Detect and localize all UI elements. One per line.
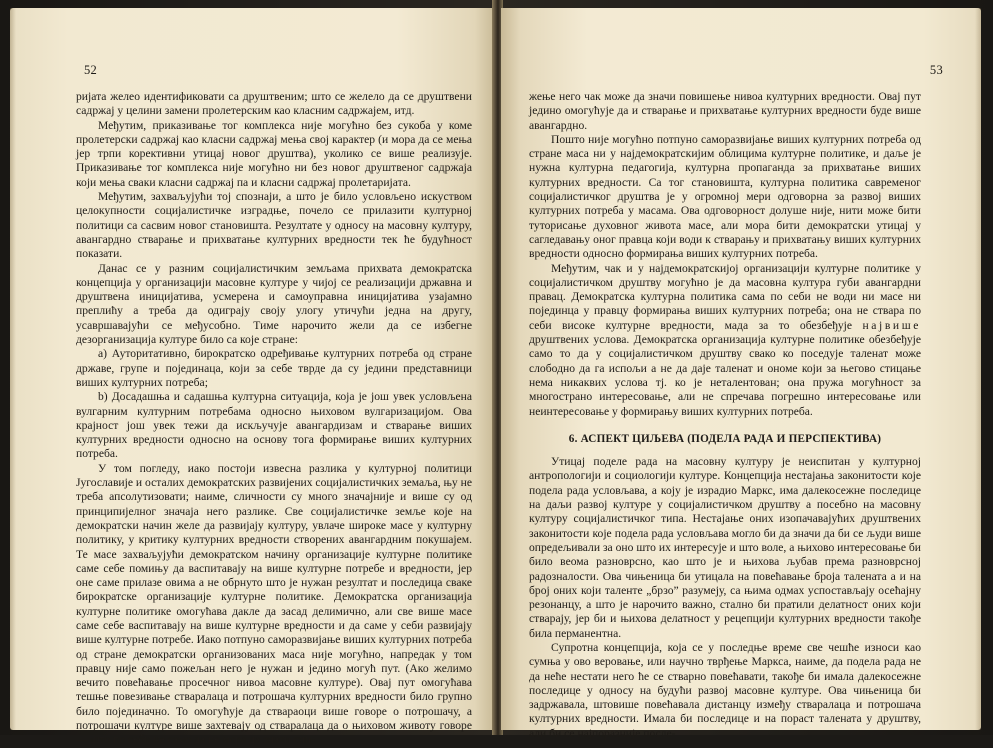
paragraph-text: Међутим, чак и у најдемократскијој организацији културне политике у социјалистичком друштву могућно је да масовна култура губи авангардни правац. Демократска културна политика сама по себи не води ни масе ни појединца у правцу формирања виших културних потреба; она не ствара по себи високе културне вредности, мада за то обезбеђује [529,261,921,332]
paragraph: Утицај поделе рада на масовну културу је неиспитан у културној антропологији и социологији културе. Концепција нестајања законитости које подела рада условљава, а коју је изрaдио Маркс, има далекосежне последице на даљи развој културе у социјалистичком друштву а посебно на масовну културу социјалистичког типа. Нестајање оних изопачавајућих друштвених законитости које подела рада условљава могло би да значи да би се људи више опредељивали за оно што их интересује и што воле, а њихово интересовање би било веома разнoврсно, као што је и њихова љубав према разноврсној радозналости. Ова чињеница би утицала на повећавање броја талената а и на број оних који таленте „брзо” разумеју, са њима одмах успостављају осећајну резонанцу, а што је нарочито важно, стално би пратили делатност оних који стварају, јер би и њихова делатност у рецепцији културних вредности такође била перманентна. [529,455,921,640]
paragraph: Међутим, приказивање тог комплекса није могућно без сукоба у коме пролетерски садржај као класни садржај мења свој карактер (и мора да се мења јер трпи корективни утицај новог друштва), уколико се више реализује. Приказивање тог комплекса није могућно ни без новог друштвеног садржаја који мења сваки класни садржај па и класни садржај пролетаријата. [76,118,472,189]
list-item-b: b) Досадашња и садашња културна ситуација, која је још увек условљена вулгарним културним потребама односно њиховом вулгаризацијом. Ова крајност још увек тежи да искључује авангардизам и стварање виших културних вредности односно на основу тога формирање виших културних потреба. [76,390,472,461]
paragraph-text: друштвених услова. Демократска организација културне политике обезбеђује само то да у социјалистичком друштву свако ко поседује таленат може слободно да га испољи а не да даје таленат и ономе који за његово стицање нема никаквих услова тј. ко је неталентован; она пружа могућност за многострано интересовање, али не спречава погрешно интересовање или неинтересовање у формирању виших културних потреба. [529,333,921,418]
emphasized-word: највише [862,318,921,332]
paragraph: Супротна концепција, која се у последње време све чешће износи као сумња у ово веровање, или научно тврђење Маркса, наиме, да подела рада не да неће нестати него ће се стварно повећавати, такође би имала далекосежне последице у односу на будући развој масовне културе. Ова чињеница би задржавала, штовише повећавала дистанцу између стваралаца и потрошача културних вредности. Имала би последице и на пораст талената у друштву, али би се најпоразније после- [529,640,921,740]
list-item-a: а) Ауторитативно, бирократско одређивање културних потреба од стране државе, групе и појединаца, који за себе тврде да су једини представници виших културних потреба; [76,347,472,389]
page-edge-shadow [975,8,981,730]
left-page [10,8,494,747]
paragraph: Пошто није могућно потпуно саморазвијање виших културних потреба од стране маса ни у најдемократскијим облицима културне политике, и даље је нужна културна педагогија, културна пропаганда за прихватање виших културних вредности. Са тог становишта, културна политика савременог социјалистичког друштва је у огромној мери одговорна за развој виших културних потреба у масама. Ова одговорност долуше није, нити може бити туторисање духовног живота масе, али мора бити демократски утицај у сагледавању оног правца који води к стварању и прихватању виших културних вредности односно формирања виших културних потреба. [529,132,921,261]
paragraph [529,262,921,419]
body-text [529,90,921,741]
page-number: 52 [84,63,98,77]
paragraph: ријата желео идентификовати са друштвеним; што се желело да се друштвени садржај у целини замени пролетерским као класним садржајем, итд. [76,90,472,118]
paragraph: Међутим, захваљујући тој спознаји, а што је било условљено искуством целокупности социјалистичке изградње, почело се прилазити културној политици са сасвим новог становишта. Резултате у односу на масовну културу, авангардно стварање и прихватање културних вредности тек ће будућност показати. [76,190,472,261]
body-text [76,90,472,748]
section-heading: 6. АСПЕКТ ЦИЉЕВА (ПОДЕЛА РАДА И ПЕРСПЕКТИВА) [568,432,882,445]
paragraph: жење него чак може да значи повишење нивоа културних вредности. Овај пут једино омогућује да и стварање и прихватање културних вредности буде више авангардно. [529,90,921,132]
page-number: 53 [929,63,943,77]
page-edge-shadow [10,8,16,730]
right-page [501,8,981,740]
paragraph: Данас се у разним социјалистичким земљама прихвата демократска концепција у организацији масовне културе у чијој се реализацији државна и друштвена иницијатива, усмерена и самоуправна иницијатива узајамно преплићу а треба да одиграју своју улогу утичући једна на другу, усавршавајући се међусобно. Тиме нарочито жели да се избегне дезорганизација културе било са које стране: [76,261,472,347]
paragraph: У том погледу, иако постоји извесна разлика у културној политици Југославије и осталих демократских развијених социјалистичких земаља, њу не треба апсолутизовати; наиме, сличности су много значајније и више су од принципијелног значаја него разлике. Све социјалистичке земље које на демократски начин желе да развијају културу, увлаче широке масе у културну политику, у критику културних вредности створених авангардним покушајем. Те масе захваљујући демократском начину организације културне политике саме себе помињу да васпитавају на више културне потребе и вредности, јер оне саме прилазе овима а не обрнуто што је нужан резултат и последица сваке бирократске организације културне политике. Демократска организација културне политике омогућава дакле да засад делимично, али све више масе саме себе васпитавају на више културне вредности и да саме у себи развијају више културне потребе. Иако потпуно саморазвијање виших културних потреба од стране демократски организованих маса није могућно, напредак у том правцу није само пожељан него је нужан и једино могућ пут. (Ако желимо вечито повећавање просечног нивоа масовне културе). Овај пут омогућава тешње повезивање стваралаца и потрошача културних вредности било групно било појединачно. То омогућује да ствараоци више говоре о потрошачу, а потрошачи културе више захтевају од стваралаца да о њиховом животу говоре — што по себи не само да не мора да значи сни- [76,461,472,747]
